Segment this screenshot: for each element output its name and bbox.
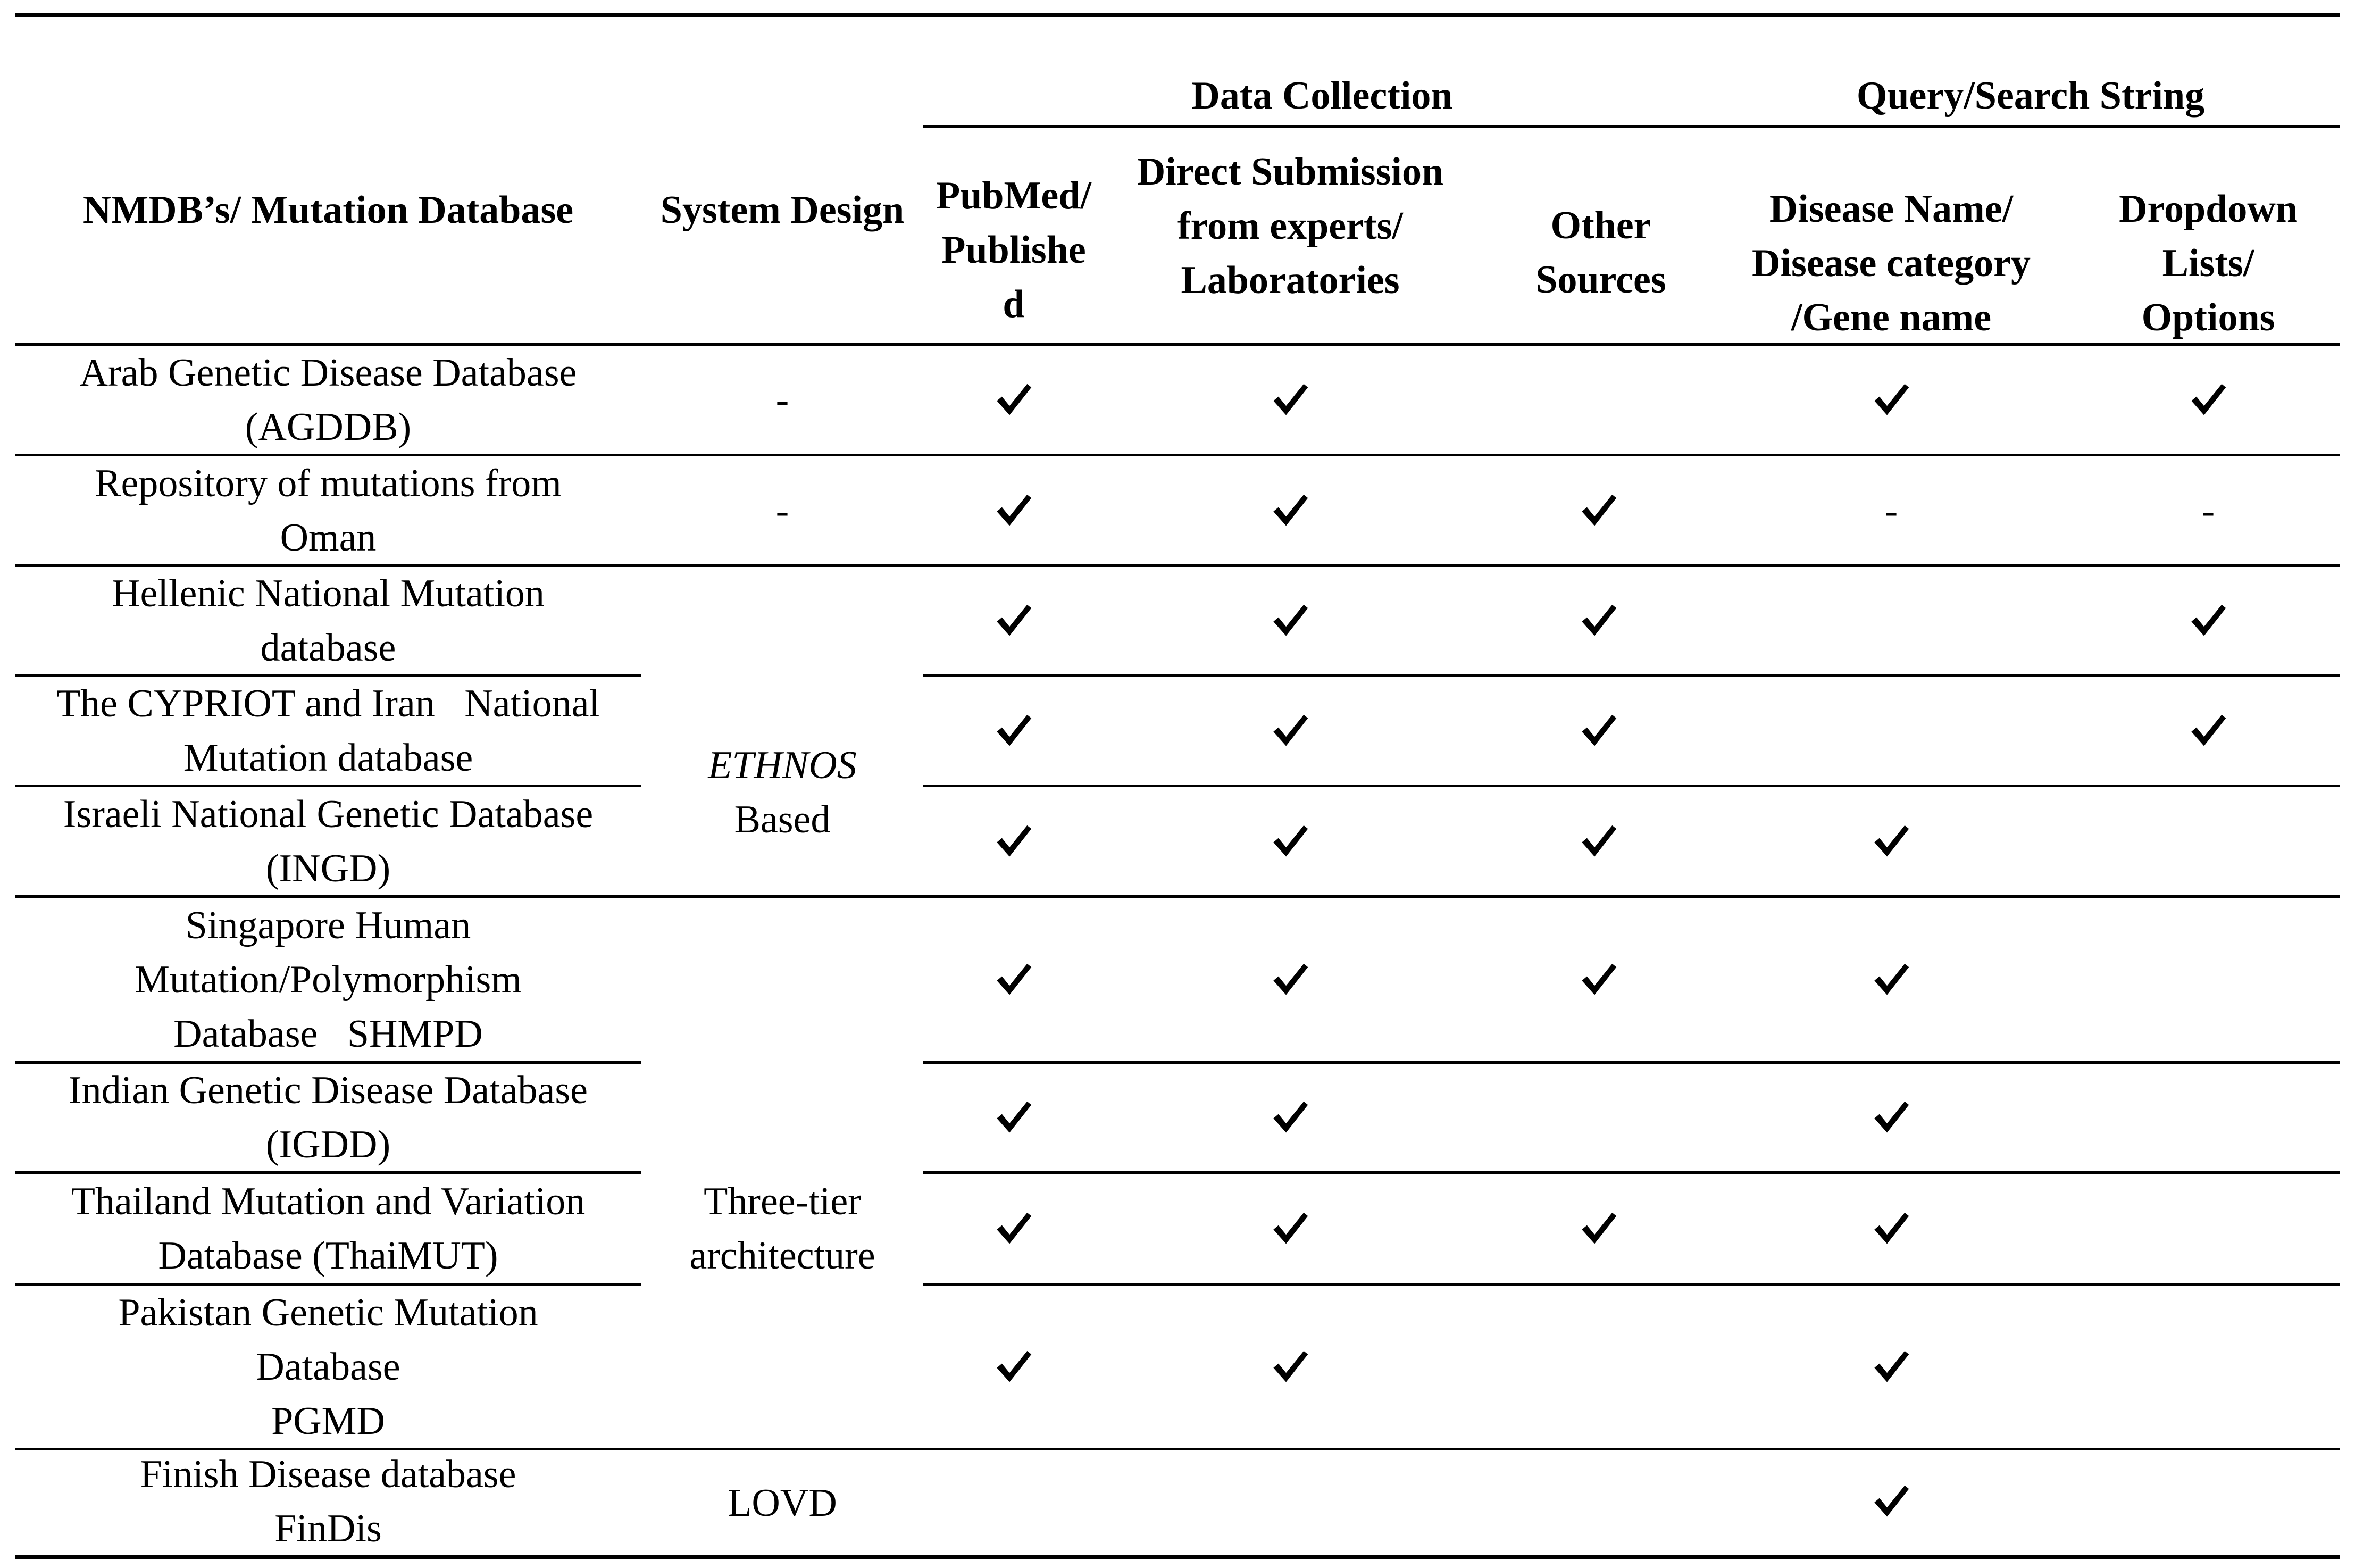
disease-cell bbox=[1721, 567, 2061, 674]
checkmark-icon bbox=[1270, 1097, 1310, 1138]
checkmark-icon bbox=[993, 600, 1034, 641]
checkmark-icon bbox=[1270, 1347, 1310, 1387]
header-group-data-collection bbox=[923, 69, 1721, 122]
direct-cell bbox=[1104, 787, 1476, 895]
other-cell bbox=[1476, 1450, 1721, 1553]
database-name-cell bbox=[15, 346, 641, 454]
database-name-line: Hellenic National Mutation bbox=[112, 572, 545, 615]
header-group-query-search bbox=[1721, 69, 2340, 122]
dropdown-cell bbox=[2061, 456, 2355, 564]
pubmed-cell bbox=[923, 677, 1104, 785]
system-design-dash: - bbox=[775, 378, 789, 422]
header-direct-line: from experts/ bbox=[1178, 204, 1403, 248]
direct-cell bbox=[1104, 1064, 1476, 1171]
checkmark-icon bbox=[1270, 490, 1310, 531]
checkmark-icon bbox=[1871, 821, 1911, 862]
database-name-line: Mutation/Polymorphism bbox=[135, 957, 522, 1002]
database-name-line: Israeli National Genetic Database bbox=[63, 792, 594, 836]
other-cell bbox=[1476, 787, 1721, 895]
header-other-sources bbox=[1500, 186, 1702, 319]
header-disease-name bbox=[1721, 181, 2061, 346]
checkmark-icon bbox=[1270, 600, 1310, 641]
checkmark-icon bbox=[993, 1097, 1034, 1138]
database-name-line: Database bbox=[256, 1345, 400, 1389]
database-name-line: database bbox=[260, 626, 396, 670]
header-dropdown-line: Dropdown bbox=[2119, 187, 2298, 231]
checkmark-icon bbox=[1270, 960, 1310, 1000]
direct-cell bbox=[1104, 1174, 1476, 1283]
checkmark-icon bbox=[993, 380, 1034, 420]
checkmark-icon bbox=[1871, 1208, 1911, 1249]
system-design-ethnos bbox=[641, 734, 923, 851]
disease-cell bbox=[1721, 346, 2061, 454]
dash-value: - bbox=[1884, 488, 1898, 532]
checkmark-icon bbox=[1579, 711, 1619, 751]
checkmark-icon bbox=[1270, 1208, 1310, 1249]
checkmark-icon bbox=[993, 1347, 1034, 1387]
disease-cell bbox=[1721, 898, 2061, 1061]
database-name-line: Arab Genetic Disease Database bbox=[79, 351, 577, 395]
checkmark-icon bbox=[1270, 380, 1310, 420]
header-other-line: Sources bbox=[1535, 258, 1666, 302]
header-name-label: NMDB’s/ Mutation Database bbox=[82, 188, 574, 232]
header-other-line: Other bbox=[1550, 204, 1651, 247]
checkmark-icon bbox=[993, 821, 1034, 862]
database-name-line: Thailand Mutation and Variation bbox=[71, 1179, 586, 1223]
other-cell bbox=[1476, 567, 1721, 674]
system-design-based-label: Based bbox=[734, 798, 831, 841]
pubmed-cell bbox=[923, 456, 1104, 564]
other-cell bbox=[1476, 456, 1721, 564]
other-cell bbox=[1476, 677, 1721, 785]
direct-cell bbox=[1104, 1450, 1476, 1553]
bottom-thick-rule bbox=[15, 1555, 2340, 1559]
checkmark-icon bbox=[1579, 600, 1619, 641]
header-disease-line: Disease category bbox=[1752, 241, 2031, 285]
database-name-line: Database (ThaiMUT) bbox=[158, 1233, 498, 1278]
system-design-lovd-label: LOVD bbox=[728, 1481, 837, 1525]
pubmed-cell bbox=[923, 898, 1104, 1061]
other-cell bbox=[1476, 1064, 1721, 1171]
pubmed-cell bbox=[923, 1064, 1104, 1171]
disease-cell bbox=[1721, 787, 2061, 895]
checkmark-icon bbox=[1579, 960, 1619, 1000]
database-name-cell bbox=[15, 567, 641, 674]
system-design-three-tier bbox=[641, 1170, 923, 1287]
system-design-lovd bbox=[641, 1450, 923, 1555]
disease-cell bbox=[1721, 677, 2061, 785]
database-name-line: Finish Disease database bbox=[140, 1453, 516, 1496]
database-name-line: Mutation database bbox=[183, 736, 473, 780]
checkmark-icon bbox=[993, 711, 1034, 751]
pubmed-cell bbox=[923, 1450, 1104, 1553]
header-disease-line: Disease Name/ bbox=[1769, 187, 2014, 231]
database-name-line: Database SHMPD bbox=[173, 1012, 483, 1056]
dash-value: - bbox=[2201, 488, 2215, 532]
database-name-cell bbox=[15, 1286, 641, 1448]
database-name-line: Pakistan Genetic Mutation bbox=[118, 1290, 538, 1335]
dropdown-cell bbox=[2061, 1286, 2355, 1448]
header-pubmed bbox=[923, 160, 1104, 340]
group-data-collection-label: Data Collection bbox=[1191, 74, 1453, 118]
dropdown-cell bbox=[2061, 677, 2355, 785]
disease-cell bbox=[1721, 1174, 2061, 1283]
system-design-ethnos-label: ETHNOS bbox=[708, 744, 857, 787]
dropdown-cell bbox=[2061, 787, 2355, 895]
direct-cell bbox=[1104, 346, 1476, 454]
checkmark-icon bbox=[993, 490, 1034, 531]
direct-cell bbox=[1104, 677, 1476, 785]
dropdown-cell bbox=[2061, 1450, 2355, 1553]
dropdown-cell bbox=[2061, 346, 2355, 454]
disease-cell bbox=[1721, 456, 2061, 564]
database-name-cell bbox=[15, 1450, 641, 1553]
header-direct-line: Direct Submission bbox=[1137, 150, 1444, 194]
direct-cell bbox=[1104, 567, 1476, 674]
checkmark-icon bbox=[1579, 1208, 1619, 1249]
system-design-agddb bbox=[641, 346, 923, 454]
header-name-column bbox=[15, 128, 641, 293]
database-name-cell bbox=[15, 677, 641, 785]
header-disease-line: /Gene name bbox=[1791, 296, 1992, 339]
database-name-line: Oman bbox=[280, 515, 377, 560]
checkmark-icon bbox=[993, 960, 1034, 1000]
pubmed-cell bbox=[923, 1286, 1104, 1448]
disease-cell bbox=[1721, 1064, 2061, 1171]
pubmed-cell bbox=[923, 1174, 1104, 1283]
database-name-line: Repository of mutations from bbox=[95, 461, 562, 505]
database-name-line: FinDis bbox=[274, 1507, 382, 1550]
other-cell bbox=[1476, 346, 1721, 454]
database-name-line: Indian Genetic Disease Database bbox=[69, 1069, 588, 1112]
checkmark-icon bbox=[1871, 1097, 1911, 1138]
header-pubmed-line: d bbox=[1003, 282, 1025, 326]
top-thick-rule bbox=[15, 13, 2340, 17]
database-name-line: Singapore Human bbox=[185, 903, 471, 947]
database-name-line: PGMD bbox=[271, 1399, 385, 1443]
checkmark-icon bbox=[993, 1208, 1034, 1249]
dropdown-cell bbox=[2061, 1064, 2355, 1171]
system-design-oman bbox=[641, 456, 923, 564]
database-name-cell bbox=[15, 456, 641, 564]
checkmark-icon bbox=[1871, 1347, 1911, 1387]
database-name-line: (INGD) bbox=[265, 846, 391, 890]
checkmark-icon bbox=[2188, 600, 2228, 641]
direct-cell bbox=[1104, 456, 1476, 564]
database-name-line: (IGDD) bbox=[265, 1123, 391, 1166]
checkmark-icon bbox=[1871, 960, 1911, 1000]
header-dropdown-line: Lists/ bbox=[2162, 241, 2254, 285]
other-cell bbox=[1476, 1286, 1721, 1448]
database-name-line: (AGDDB) bbox=[245, 405, 412, 449]
disease-cell bbox=[1721, 1450, 2061, 1553]
checkmark-icon bbox=[1579, 821, 1619, 862]
database-name-cell bbox=[15, 898, 641, 1061]
pubmed-cell bbox=[923, 346, 1104, 454]
direct-cell bbox=[1104, 898, 1476, 1061]
database-name-line: The CYPRIOT and Iran National bbox=[56, 682, 600, 725]
header-system-design-label: System Design bbox=[660, 188, 905, 232]
group-underline-rule bbox=[923, 125, 2340, 128]
header-dropdown-lists bbox=[2061, 181, 2355, 346]
disease-cell bbox=[1721, 1286, 2061, 1448]
header-direct-submission bbox=[1104, 150, 1476, 302]
checkmark-icon bbox=[2188, 711, 2228, 751]
database-name-cell bbox=[15, 1174, 641, 1283]
dropdown-cell bbox=[2061, 1174, 2355, 1283]
system-design-dash: - bbox=[775, 488, 789, 532]
pubmed-cell bbox=[923, 787, 1104, 895]
header-pubmed-line: PubMed/ bbox=[936, 174, 1091, 218]
checkmark-icon bbox=[1871, 1481, 1911, 1522]
checkmark-icon bbox=[1579, 490, 1619, 531]
database-name-cell bbox=[15, 1064, 641, 1171]
checkmark-icon bbox=[1871, 380, 1911, 420]
group-query-search-label: Query/Search String bbox=[1856, 74, 2205, 118]
checkmark-icon bbox=[2188, 380, 2228, 420]
header-pubmed-line: Publishe bbox=[941, 228, 1086, 272]
system-design-architecture-label: architecture bbox=[689, 1234, 875, 1278]
other-cell bbox=[1476, 898, 1721, 1061]
checkmark-icon bbox=[1270, 711, 1310, 751]
dropdown-cell bbox=[2061, 898, 2355, 1061]
other-cell bbox=[1476, 1174, 1721, 1283]
system-design-three-tier-label: Three-tier bbox=[704, 1180, 861, 1223]
dropdown-cell bbox=[2061, 567, 2355, 674]
header-system-design bbox=[641, 128, 923, 293]
database-name-cell bbox=[15, 787, 641, 895]
pubmed-cell bbox=[923, 567, 1104, 674]
header-direct-line: Laboratories bbox=[1181, 258, 1400, 302]
direct-cell bbox=[1104, 1286, 1476, 1448]
checkmark-icon bbox=[1270, 821, 1310, 862]
header-dropdown-line: Options bbox=[2141, 296, 2275, 339]
